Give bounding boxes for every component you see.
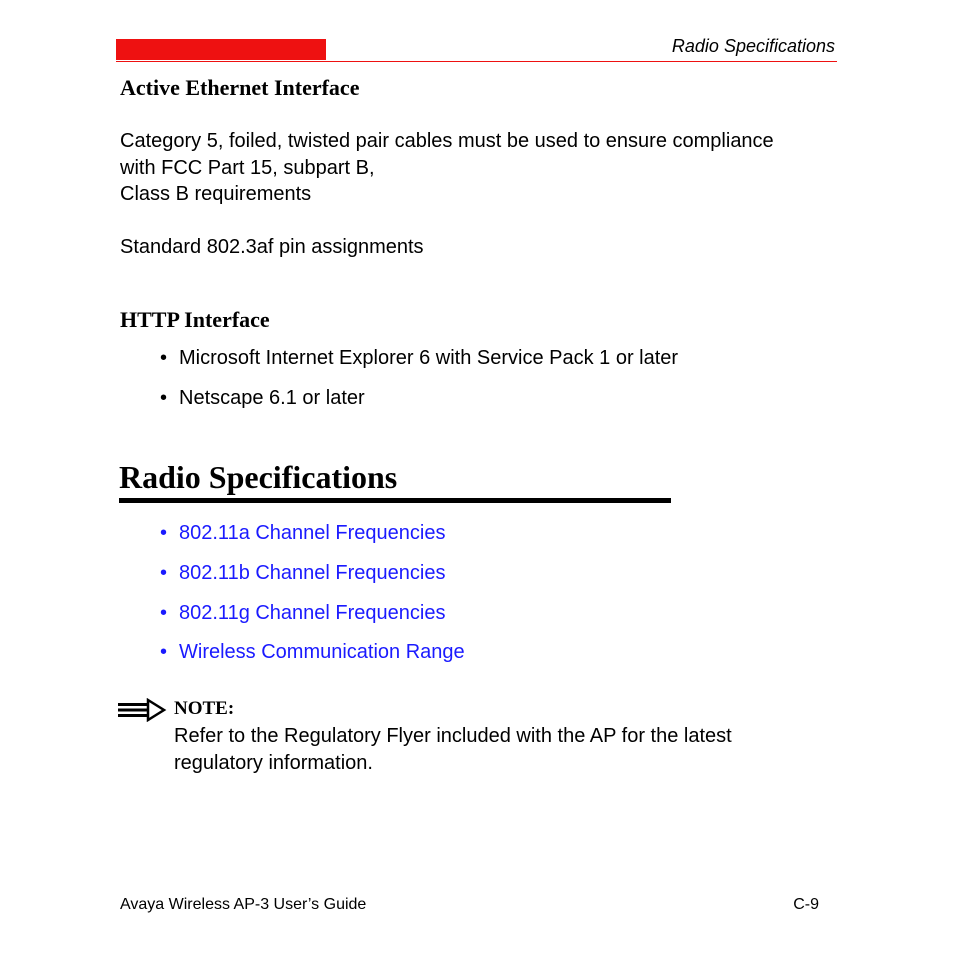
title-rule bbox=[119, 498, 671, 503]
bullet-icon: • bbox=[160, 347, 168, 369]
bullet-icon: • bbox=[160, 387, 168, 409]
bullet-icon: • bbox=[160, 602, 168, 624]
note-text bbox=[174, 723, 814, 776]
bullet-icon: • bbox=[160, 641, 168, 663]
link-80211a-channel-frequencies[interactable]: • 802.11a Channel Frequencies bbox=[160, 522, 446, 544]
note-label: NOTE: bbox=[174, 698, 235, 719]
running-title: Radio Specifications bbox=[671, 36, 835, 56]
link-80211g-channel-frequencies[interactable]: • 802.11g Channel Frequencies bbox=[160, 602, 446, 624]
body-line: Category 5, foiled, twisted pair cables must be used to ensure compliance bbox=[120, 130, 774, 152]
active-ethernet-body bbox=[120, 128, 840, 261]
link-wireless-communication-range[interactable]: • Wireless Communication Range bbox=[160, 641, 465, 663]
body-line: with FCC Part 15, subpart B, bbox=[120, 156, 375, 179]
body-line: Standard 802.3af pin assignments bbox=[120, 236, 424, 258]
bullet-icon: • bbox=[160, 562, 168, 584]
body-line: Class B requirements bbox=[120, 183, 312, 205]
list-item: • Microsoft Internet Explorer 6 with Service Pack 1 or later bbox=[160, 347, 679, 369]
header-red-bar bbox=[116, 39, 326, 60]
note-line: Refer to the Regulatory Flyer included with the AP for the latest bbox=[174, 725, 732, 747]
footer-page-number: C-9 bbox=[793, 896, 819, 913]
footer-guide-title: Avaya Wireless AP-3 User’s Guide bbox=[120, 896, 367, 913]
bullet-icon: • bbox=[160, 522, 168, 544]
section-heading-http: HTTP Interface bbox=[120, 307, 270, 332]
link-80211b-channel-frequencies[interactable]: • 802.11b Channel Frequencies bbox=[160, 562, 446, 584]
note-arrow-icon bbox=[117, 698, 167, 722]
page-title: Radio Specifications bbox=[119, 459, 398, 495]
list-item: • Netscape 6.1 or later bbox=[160, 387, 365, 409]
note-line: regulatory information. bbox=[174, 751, 373, 774]
header-rule bbox=[116, 61, 837, 62]
section-heading-active-ethernet: Active Ethernet Interface bbox=[120, 75, 360, 100]
